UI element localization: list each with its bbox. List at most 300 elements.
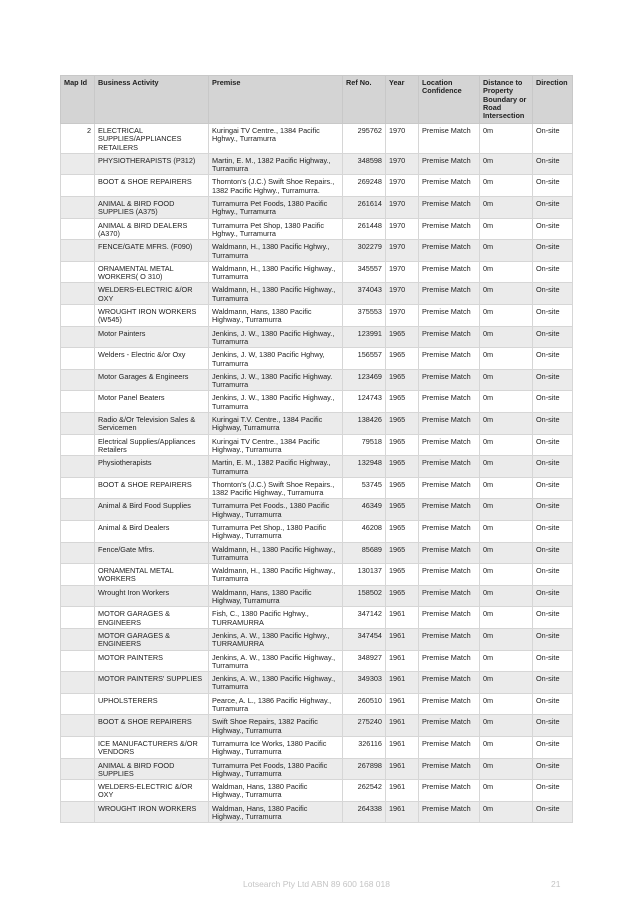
cell-direction: On-site bbox=[533, 283, 573, 305]
cell-year: 1965 bbox=[386, 585, 419, 607]
cell-ref-no: 132948 bbox=[343, 456, 386, 478]
cell-map-id bbox=[61, 477, 95, 499]
cell-distance: 0m bbox=[480, 715, 533, 737]
cell-direction: On-site bbox=[533, 585, 573, 607]
cell-premise: Turramurra Pet Foods, 1380 Pacific Highway., Turramurra bbox=[209, 758, 343, 780]
cell-direction: On-site bbox=[533, 153, 573, 175]
cell-year: 1965 bbox=[386, 434, 419, 456]
cell-business-activity: Wrought Iron Workers bbox=[95, 585, 209, 607]
cell-location-confidence: Premise Match bbox=[419, 348, 480, 370]
cell-distance: 0m bbox=[480, 434, 533, 456]
cell-business-activity: MOTOR GARAGES & ENGINEERS bbox=[95, 628, 209, 650]
cell-map-id bbox=[61, 413, 95, 435]
cell-premise: Jenkins, J. W, 1380 Pacific Hghwy, Turramurra bbox=[209, 348, 343, 370]
cell-distance: 0m bbox=[480, 650, 533, 672]
cell-distance: 0m bbox=[480, 261, 533, 283]
cell-premise: Martin, E. M., 1382 Pacific Highway., Turramurra bbox=[209, 456, 343, 478]
cell-ref-no: 275240 bbox=[343, 715, 386, 737]
cell-premise: Waldman, Hans, 1380 Pacific Highway., Turramurra bbox=[209, 801, 343, 823]
cell-ref-no: 124743 bbox=[343, 391, 386, 413]
cell-direction: On-site bbox=[533, 197, 573, 219]
cell-direction: On-site bbox=[533, 499, 573, 521]
cell-business-activity: WROUGHT IRON WORKERS (W545) bbox=[95, 305, 209, 327]
cell-direction: On-site bbox=[533, 348, 573, 370]
cell-year: 1965 bbox=[386, 326, 419, 348]
table-row bbox=[61, 650, 573, 672]
cell-premise: Turramurra Pet Shop., 1380 Pacific Highway., Turramurra bbox=[209, 520, 343, 542]
cell-location-confidence: Premise Match bbox=[419, 434, 480, 456]
table-row bbox=[61, 736, 573, 758]
cell-year: 1961 bbox=[386, 780, 419, 802]
cell-direction: On-site bbox=[533, 780, 573, 802]
cell-map-id bbox=[61, 153, 95, 175]
cell-business-activity: BOOT & SHOE REPAIRERS bbox=[95, 715, 209, 737]
table-row bbox=[61, 283, 573, 305]
cell-map-id bbox=[61, 780, 95, 802]
cell-location-confidence: Premise Match bbox=[419, 261, 480, 283]
cell-map-id bbox=[61, 585, 95, 607]
table-row bbox=[61, 672, 573, 694]
cell-distance: 0m bbox=[480, 693, 533, 715]
table-row bbox=[61, 369, 573, 391]
cell-location-confidence: Premise Match bbox=[419, 197, 480, 219]
table-row bbox=[61, 391, 573, 413]
cell-distance: 0m bbox=[480, 607, 533, 629]
cell-premise: Waldmann, H., 1380 Pacific Highway., Turramurra bbox=[209, 564, 343, 586]
cell-ref-no: 156557 bbox=[343, 348, 386, 370]
header-distance: Distance to Property Boundary or Road Intersection bbox=[480, 76, 533, 124]
cell-premise: Thornton's (J.C.) Swift Shoe Repairs., 1382 Pacific Highway., Turramurra bbox=[209, 477, 343, 499]
table-row bbox=[61, 477, 573, 499]
cell-ref-no: 375553 bbox=[343, 305, 386, 327]
cell-year: 1961 bbox=[386, 607, 419, 629]
cell-year: 1965 bbox=[386, 520, 419, 542]
header-location-confidence: Location Confidence bbox=[419, 76, 480, 124]
cell-business-activity: Welders - Electric &/or Oxy bbox=[95, 348, 209, 370]
cell-business-activity: MOTOR PAINTERS' SUPPLIES bbox=[95, 672, 209, 694]
cell-map-id bbox=[61, 607, 95, 629]
cell-distance: 0m bbox=[480, 736, 533, 758]
cell-ref-no: 123469 bbox=[343, 369, 386, 391]
page-number: 21 bbox=[551, 879, 561, 889]
table-row bbox=[61, 197, 573, 219]
cell-ref-no: 85689 bbox=[343, 542, 386, 564]
table-row bbox=[61, 607, 573, 629]
cell-business-activity: Electrical Supplies/Appliances Retailers bbox=[95, 434, 209, 456]
cell-distance: 0m bbox=[480, 672, 533, 694]
cell-distance: 0m bbox=[480, 520, 533, 542]
cell-year: 1961 bbox=[386, 628, 419, 650]
cell-premise: Turramurra Pet Shop, 1380 Pacific Hghwy., Turramurra bbox=[209, 218, 343, 240]
cell-location-confidence: Premise Match bbox=[419, 240, 480, 262]
cell-year: 1970 bbox=[386, 218, 419, 240]
cell-location-confidence: Premise Match bbox=[419, 650, 480, 672]
cell-ref-no: 326116 bbox=[343, 736, 386, 758]
cell-map-id bbox=[61, 456, 95, 478]
cell-premise: Jenkins, A. W., 1380 Pacific Highway., Turramurra bbox=[209, 650, 343, 672]
cell-direction: On-site bbox=[533, 261, 573, 283]
cell-year: 1965 bbox=[386, 413, 419, 435]
cell-year: 1970 bbox=[386, 283, 419, 305]
header-ref-no: Ref No. bbox=[343, 76, 386, 124]
cell-ref-no: 348598 bbox=[343, 153, 386, 175]
cell-year: 1965 bbox=[386, 542, 419, 564]
historical-business-directory-table bbox=[60, 75, 573, 823]
cell-direction: On-site bbox=[533, 218, 573, 240]
cell-map-id bbox=[61, 175, 95, 197]
table-row bbox=[61, 434, 573, 456]
cell-ref-no: 345557 bbox=[343, 261, 386, 283]
cell-location-confidence: Premise Match bbox=[419, 607, 480, 629]
cell-direction: On-site bbox=[533, 369, 573, 391]
cell-year: 1970 bbox=[386, 305, 419, 327]
table-row bbox=[61, 413, 573, 435]
cell-direction: On-site bbox=[533, 542, 573, 564]
cell-map-id bbox=[61, 715, 95, 737]
cell-map-id bbox=[61, 326, 95, 348]
cell-distance: 0m bbox=[480, 542, 533, 564]
cell-map-id bbox=[61, 650, 95, 672]
cell-year: 1961 bbox=[386, 693, 419, 715]
cell-premise: Waldmann, H., 1380 Pacific Highway., Turramurra bbox=[209, 283, 343, 305]
cell-distance: 0m bbox=[480, 124, 533, 154]
cell-business-activity: UPHOLSTERERS bbox=[95, 693, 209, 715]
cell-ref-no: 347142 bbox=[343, 607, 386, 629]
cell-map-id bbox=[61, 305, 95, 327]
cell-distance: 0m bbox=[480, 175, 533, 197]
cell-premise: Kuringai TV Centre., 1384 Pacific Hghwy., Turramurra bbox=[209, 124, 343, 154]
cell-direction: On-site bbox=[533, 564, 573, 586]
header-year: Year bbox=[386, 76, 419, 124]
cell-map-id bbox=[61, 283, 95, 305]
cell-direction: On-site bbox=[533, 520, 573, 542]
table-row bbox=[61, 175, 573, 197]
cell-ref-no: 348927 bbox=[343, 650, 386, 672]
cell-business-activity: WELDERS-ELECTRIC &/OR OXY bbox=[95, 780, 209, 802]
cell-year: 1965 bbox=[386, 456, 419, 478]
table-row bbox=[61, 499, 573, 521]
header-direction: Direction bbox=[533, 76, 573, 124]
cell-business-activity: Fence/Gate Mfrs. bbox=[95, 542, 209, 564]
cell-business-activity: ELECTRICAL SUPPLIES/APPLIANCES RETAILERS bbox=[95, 124, 209, 154]
cell-distance: 0m bbox=[480, 477, 533, 499]
cell-map-id bbox=[61, 520, 95, 542]
cell-business-activity: PHYSIOTHERAPISTS (P312) bbox=[95, 153, 209, 175]
table-row bbox=[61, 520, 573, 542]
cell-ref-no: 46349 bbox=[343, 499, 386, 521]
cell-direction: On-site bbox=[533, 650, 573, 672]
cell-location-confidence: Premise Match bbox=[419, 693, 480, 715]
cell-direction: On-site bbox=[533, 736, 573, 758]
cell-year: 1970 bbox=[386, 240, 419, 262]
cell-distance: 0m bbox=[480, 391, 533, 413]
cell-business-activity: WELDERS-ELECTRIC &/OR OXY bbox=[95, 283, 209, 305]
cell-map-id bbox=[61, 628, 95, 650]
cell-location-confidence: Premise Match bbox=[419, 326, 480, 348]
table-row bbox=[61, 218, 573, 240]
cell-premise: Waldmann, Hans, 1380 Pacific Highway., Turramurra bbox=[209, 305, 343, 327]
cell-premise: Waldmann, Hans, 1380 Pacific Highway, Turramurra bbox=[209, 585, 343, 607]
cell-location-confidence: Premise Match bbox=[419, 758, 480, 780]
cell-direction: On-site bbox=[533, 693, 573, 715]
cell-direction: On-site bbox=[533, 124, 573, 154]
cell-business-activity: ANIMAL & BIRD FOOD SUPPLIES (A375) bbox=[95, 197, 209, 219]
cell-year: 1965 bbox=[386, 564, 419, 586]
cell-business-activity: ORNAMENTAL METAL WORKERS bbox=[95, 564, 209, 586]
cell-distance: 0m bbox=[480, 499, 533, 521]
cell-ref-no: 123991 bbox=[343, 326, 386, 348]
cell-year: 1961 bbox=[386, 715, 419, 737]
cell-ref-no: 158502 bbox=[343, 585, 386, 607]
cell-map-id bbox=[61, 564, 95, 586]
cell-direction: On-site bbox=[533, 240, 573, 262]
cell-location-confidence: Premise Match bbox=[419, 283, 480, 305]
cell-ref-no: 261614 bbox=[343, 197, 386, 219]
cell-business-activity: WROUGHT IRON WORKERS bbox=[95, 801, 209, 823]
table-row bbox=[61, 693, 573, 715]
cell-distance: 0m bbox=[480, 369, 533, 391]
cell-ref-no: 79518 bbox=[343, 434, 386, 456]
cell-location-confidence: Premise Match bbox=[419, 305, 480, 327]
table-row bbox=[61, 305, 573, 327]
cell-map-id bbox=[61, 348, 95, 370]
cell-location-confidence: Premise Match bbox=[419, 715, 480, 737]
cell-location-confidence: Premise Match bbox=[419, 542, 480, 564]
table-row bbox=[61, 124, 573, 154]
cell-premise: Martin, E. M., 1382 Pacific Highway., Turramurra bbox=[209, 153, 343, 175]
cell-premise: Waldmann, H., 1380 Pacific Hghwy., Turramurra bbox=[209, 240, 343, 262]
table-row bbox=[61, 456, 573, 478]
cell-map-id bbox=[61, 801, 95, 823]
cell-year: 1965 bbox=[386, 477, 419, 499]
cell-distance: 0m bbox=[480, 197, 533, 219]
cell-map-id bbox=[61, 736, 95, 758]
cell-business-activity: ICE MANUFACTURERS &/OR VENDORS bbox=[95, 736, 209, 758]
cell-location-confidence: Premise Match bbox=[419, 520, 480, 542]
cell-premise: Jenkins, J. W., 1380 Pacific Highway., Turramurra bbox=[209, 391, 343, 413]
cell-direction: On-site bbox=[533, 175, 573, 197]
cell-business-activity: Animal & Bird Dealers bbox=[95, 520, 209, 542]
cell-year: 1961 bbox=[386, 801, 419, 823]
cell-business-activity: FENCE/GATE MFRS. (F090) bbox=[95, 240, 209, 262]
cell-direction: On-site bbox=[533, 391, 573, 413]
cell-year: 1961 bbox=[386, 758, 419, 780]
cell-location-confidence: Premise Match bbox=[419, 672, 480, 694]
cell-business-activity: ANIMAL & BIRD FOOD SUPPLIES bbox=[95, 758, 209, 780]
cell-year: 1970 bbox=[386, 124, 419, 154]
table-row bbox=[61, 758, 573, 780]
cell-location-confidence: Premise Match bbox=[419, 477, 480, 499]
cell-ref-no: 46208 bbox=[343, 520, 386, 542]
cell-location-confidence: Premise Match bbox=[419, 801, 480, 823]
cell-ref-no: 302279 bbox=[343, 240, 386, 262]
cell-ref-no: 260510 bbox=[343, 693, 386, 715]
cell-direction: On-site bbox=[533, 758, 573, 780]
table-row bbox=[61, 326, 573, 348]
cell-distance: 0m bbox=[480, 780, 533, 802]
cell-premise: Kuringai TV Centre., 1384 Pacific Highway., Turramurra bbox=[209, 434, 343, 456]
cell-map-id bbox=[61, 240, 95, 262]
table-body bbox=[61, 124, 573, 823]
cell-premise: Turramurra Pet Foods, 1380 Pacific Hghwy., Turramurra bbox=[209, 197, 343, 219]
cell-premise: Thornton's (J.C.) Swift Shoe Repairs., 1382 Pacific Hghwy., Turramurra. bbox=[209, 175, 343, 197]
table-row bbox=[61, 240, 573, 262]
cell-year: 1965 bbox=[386, 369, 419, 391]
cell-map-id: 2 bbox=[61, 124, 95, 154]
cell-direction: On-site bbox=[533, 672, 573, 694]
cell-ref-no: 261448 bbox=[343, 218, 386, 240]
cell-year: 1965 bbox=[386, 499, 419, 521]
cell-map-id bbox=[61, 434, 95, 456]
cell-map-id bbox=[61, 693, 95, 715]
cell-premise: Turramurra Ice Works, 1380 Pacific Highway., Turramurra bbox=[209, 736, 343, 758]
cell-ref-no: 264338 bbox=[343, 801, 386, 823]
cell-map-id bbox=[61, 261, 95, 283]
cell-premise: Turramurra Pet Foods., 1380 Pacific Highway., Turramurra bbox=[209, 499, 343, 521]
cell-direction: On-site bbox=[533, 413, 573, 435]
cell-ref-no: 295762 bbox=[343, 124, 386, 154]
cell-business-activity: Animal & Bird Food Supplies bbox=[95, 499, 209, 521]
cell-distance: 0m bbox=[480, 801, 533, 823]
cell-ref-no: 374043 bbox=[343, 283, 386, 305]
cell-distance: 0m bbox=[480, 348, 533, 370]
cell-distance: 0m bbox=[480, 413, 533, 435]
cell-business-activity: Radio &/Or Television Sales & Servicemen bbox=[95, 413, 209, 435]
cell-distance: 0m bbox=[480, 456, 533, 478]
cell-direction: On-site bbox=[533, 456, 573, 478]
cell-premise: Fish, C., 1380 Pacific Hghwy., TURRAMURRA bbox=[209, 607, 343, 629]
cell-map-id bbox=[61, 197, 95, 219]
cell-business-activity: MOTOR GARAGES & ENGINEERS bbox=[95, 607, 209, 629]
cell-direction: On-site bbox=[533, 628, 573, 650]
cell-ref-no: 262542 bbox=[343, 780, 386, 802]
cell-year: 1961 bbox=[386, 672, 419, 694]
cell-distance: 0m bbox=[480, 240, 533, 262]
cell-location-confidence: Premise Match bbox=[419, 564, 480, 586]
cell-premise: Kuringai T.V. Centre., 1384 Pacific Highway, Turramurra bbox=[209, 413, 343, 435]
cell-map-id bbox=[61, 758, 95, 780]
footer-company: Lotsearch Pty Ltd ABN 89 600 168 018 bbox=[243, 879, 390, 889]
cell-business-activity: Motor Garages & Engineers bbox=[95, 369, 209, 391]
cell-direction: On-site bbox=[533, 326, 573, 348]
cell-direction: On-site bbox=[533, 305, 573, 327]
cell-distance: 0m bbox=[480, 564, 533, 586]
cell-distance: 0m bbox=[480, 218, 533, 240]
cell-business-activity: Motor Panel Beaters bbox=[95, 391, 209, 413]
table-header bbox=[61, 76, 573, 124]
header-map-id: Map Id bbox=[61, 76, 95, 124]
cell-premise: Waldmann, H., 1380 Pacific Highway., Turramurra bbox=[209, 261, 343, 283]
cell-business-activity: Physiotherapists bbox=[95, 456, 209, 478]
table-row bbox=[61, 564, 573, 586]
cell-ref-no: 267898 bbox=[343, 758, 386, 780]
cell-premise: Pearce, A. L., 1386 Pacific Highway., Turramurra bbox=[209, 693, 343, 715]
cell-business-activity: Motor Painters bbox=[95, 326, 209, 348]
cell-year: 1970 bbox=[386, 261, 419, 283]
table-row bbox=[61, 348, 573, 370]
cell-location-confidence: Premise Match bbox=[419, 153, 480, 175]
cell-location-confidence: Premise Match bbox=[419, 175, 480, 197]
cell-direction: On-site bbox=[533, 801, 573, 823]
cell-year: 1965 bbox=[386, 391, 419, 413]
cell-business-activity: ORNAMENTAL METAL WORKERS( O 310) bbox=[95, 261, 209, 283]
cell-location-confidence: Premise Match bbox=[419, 736, 480, 758]
table-row bbox=[61, 542, 573, 564]
cell-map-id bbox=[61, 672, 95, 694]
cell-location-confidence: Premise Match bbox=[419, 218, 480, 240]
cell-business-activity: MOTOR PAINTERS bbox=[95, 650, 209, 672]
table-row bbox=[61, 153, 573, 175]
cell-ref-no: 349303 bbox=[343, 672, 386, 694]
cell-location-confidence: Premise Match bbox=[419, 628, 480, 650]
cell-year: 1961 bbox=[386, 650, 419, 672]
cell-direction: On-site bbox=[533, 607, 573, 629]
cell-distance: 0m bbox=[480, 628, 533, 650]
cell-map-id bbox=[61, 369, 95, 391]
cell-ref-no: 138426 bbox=[343, 413, 386, 435]
cell-ref-no: 130137 bbox=[343, 564, 386, 586]
cell-business-activity: BOOT & SHOE REPAIRERS bbox=[95, 175, 209, 197]
cell-location-confidence: Premise Match bbox=[419, 124, 480, 154]
cell-premise: Jenkins, A. W., 1380 Pacific Highway., Turramurra bbox=[209, 672, 343, 694]
cell-ref-no: 53745 bbox=[343, 477, 386, 499]
cell-business-activity: ANIMAL & BIRD DEALERS (A370) bbox=[95, 218, 209, 240]
cell-year: 1970 bbox=[386, 197, 419, 219]
table-row bbox=[61, 801, 573, 823]
cell-location-confidence: Premise Match bbox=[419, 369, 480, 391]
cell-direction: On-site bbox=[533, 715, 573, 737]
cell-year: 1965 bbox=[386, 348, 419, 370]
cell-direction: On-site bbox=[533, 477, 573, 499]
cell-distance: 0m bbox=[480, 153, 533, 175]
cell-premise: Jenkins, A. W., 1380 Pacific Hghwy., TURRAMURRA bbox=[209, 628, 343, 650]
cell-distance: 0m bbox=[480, 758, 533, 780]
cell-distance: 0m bbox=[480, 585, 533, 607]
table-row bbox=[61, 261, 573, 283]
cell-year: 1970 bbox=[386, 153, 419, 175]
cell-premise: Jenkins, J. W., 1380 Pacific Highway. Turramurra bbox=[209, 369, 343, 391]
cell-distance: 0m bbox=[480, 326, 533, 348]
cell-map-id bbox=[61, 218, 95, 240]
cell-map-id bbox=[61, 391, 95, 413]
cell-year: 1961 bbox=[386, 736, 419, 758]
table-row bbox=[61, 715, 573, 737]
cell-map-id bbox=[61, 542, 95, 564]
header-business-activity: Business Activity bbox=[95, 76, 209, 124]
cell-premise: Swift Shoe Repairs, 1382 Pacific Highway., Turramurra bbox=[209, 715, 343, 737]
cell-distance: 0m bbox=[480, 305, 533, 327]
cell-ref-no: 347454 bbox=[343, 628, 386, 650]
header-row bbox=[61, 76, 573, 124]
cell-distance: 0m bbox=[480, 283, 533, 305]
cell-direction: On-site bbox=[533, 434, 573, 456]
cell-year: 1970 bbox=[386, 175, 419, 197]
cell-location-confidence: Premise Match bbox=[419, 499, 480, 521]
table-row bbox=[61, 585, 573, 607]
cell-business-activity: BOOT & SHOE REPAIRERS bbox=[95, 477, 209, 499]
cell-ref-no: 269248 bbox=[343, 175, 386, 197]
cell-map-id bbox=[61, 499, 95, 521]
cell-premise: Waldmann, H., 1380 Pacific Highway., Turramurra bbox=[209, 542, 343, 564]
cell-location-confidence: Premise Match bbox=[419, 413, 480, 435]
cell-location-confidence: Premise Match bbox=[419, 391, 480, 413]
table-row bbox=[61, 628, 573, 650]
cell-premise: Waldman, Hans, 1380 Pacific Highway., Turramurra bbox=[209, 780, 343, 802]
cell-location-confidence: Premise Match bbox=[419, 456, 480, 478]
cell-location-confidence: Premise Match bbox=[419, 585, 480, 607]
header-premise: Premise bbox=[209, 76, 343, 124]
cell-premise: Jenkins, J. W., 1380 Pacific Highway., Turramurra bbox=[209, 326, 343, 348]
